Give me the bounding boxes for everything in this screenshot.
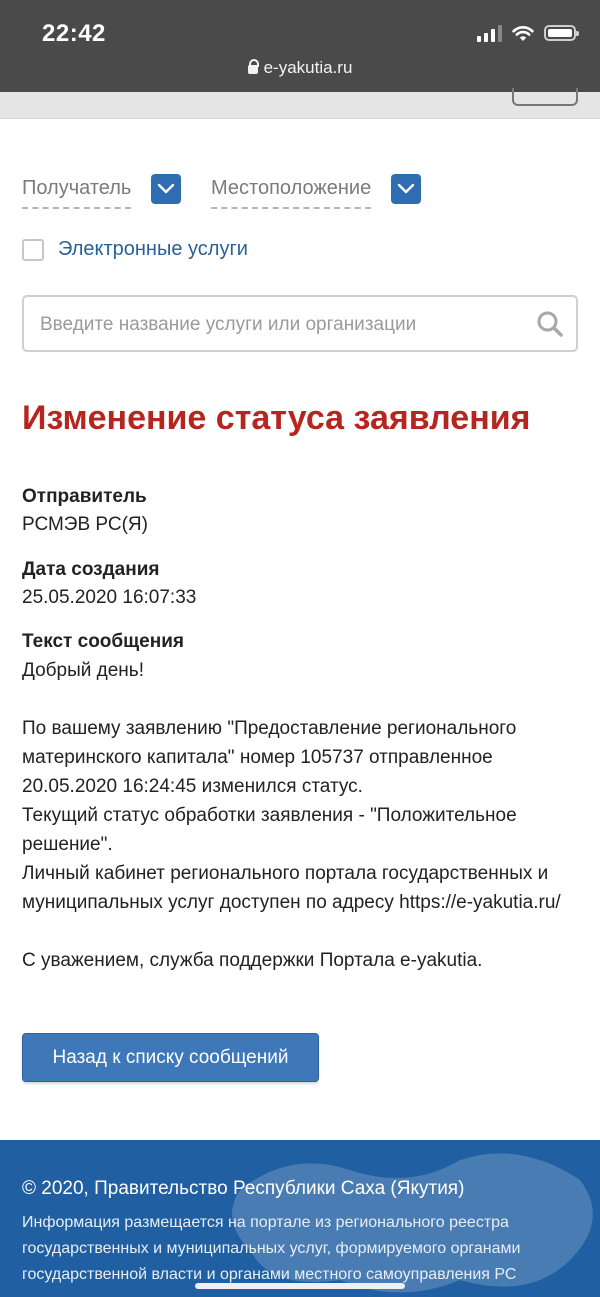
wifi-icon [512,25,534,42]
recipient-dropdown-button[interactable] [151,174,181,204]
battery-icon [544,25,576,41]
message-line: По вашему заявлению "Предоставление регионального материнского капитала" номер 105737 отправленное 20.05.2020 16:24:45 изменился статус. [22,718,517,797]
message-greeting: Добрый день! [22,660,144,681]
back-to-messages-button[interactable]: Назад к списку сообщений [22,1033,319,1082]
menu-button[interactable] [512,88,578,106]
status-time: 22:42 [42,20,106,47]
message-text-label: Текст сообщения [22,631,184,652]
sender-field [22,483,148,539]
message-line: Текущий статус обработки заявления - "Положительное решение". [22,805,517,855]
sender-value: РСМЭВ РС(Я) [22,514,148,535]
search-input[interactable] [38,297,522,352]
search-box[interactable] [22,295,578,352]
message-body [22,656,582,975]
location-filter[interactable] [211,175,421,209]
status-icons [477,24,576,42]
e-services-checkbox[interactable] [22,239,44,261]
message-text-field [22,628,184,656]
recipient-filter[interactable] [22,175,181,209]
recipient-filter-label[interactable]: Получатель [22,175,131,209]
url-text: e-yakutia.ru [263,58,353,77]
lock-icon [248,65,258,74]
created-date-value: 25.05.2020 16:07:33 [22,587,197,608]
created-date-label: Дата создания [22,559,160,580]
page-title: Изменение статуса заявления [22,399,531,437]
address-bar[interactable] [0,58,600,78]
home-indicator[interactable] [195,1283,405,1289]
browser-top-bar [0,0,600,92]
footer-copyright: © 2020, Правительство Республики Саха (Якутия) [22,1178,465,1199]
e-services-filter[interactable] [22,238,248,261]
location-dropdown-button[interactable] [391,174,421,204]
e-services-label[interactable]: Электронные услуги [58,238,248,260]
sender-label: Отправитель [22,486,147,507]
footer-info: Информация размещается на портале из регионального реестра государственных и муниципальных услуг, формируемого органами государственной власти и органами местного самоуправления РС [22,1214,521,1283]
cellular-signal-icon [477,24,502,42]
chevron-down-icon [157,183,175,195]
created-date-field [22,556,196,612]
message-signature: С уважением, служба поддержки Портала e-yakutia. [22,950,483,971]
site-footer [0,1140,600,1297]
message-line: Личный кабинет регионального портала государственных и муниципальных услуг доступен по адресу https://e-yakutia.ru/ [22,863,561,913]
chevron-down-icon [397,183,415,195]
search-icon[interactable] [536,310,564,338]
location-filter-label[interactable]: Местоположение [211,175,371,209]
site-header-strip [0,92,600,119]
